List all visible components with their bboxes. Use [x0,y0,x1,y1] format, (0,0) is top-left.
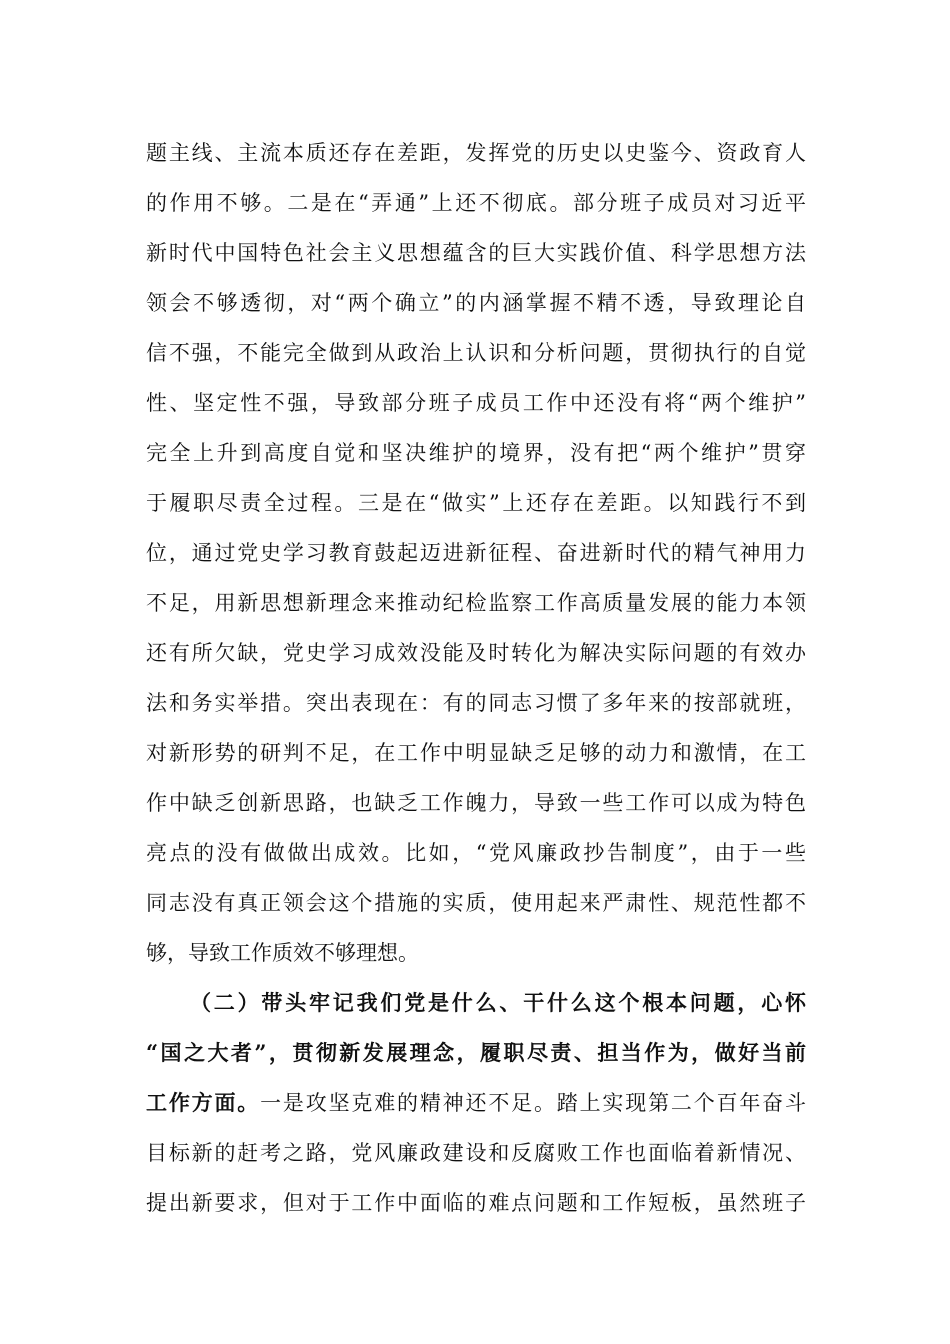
text-line: 信不强，不能完全做到从政治上认识和分析问题，贯彻执行的自觉 [146,341,806,365]
text-line: 完全上升到高度自觉和坚决维护的境界，没有把“两个维护”贯穿 [146,441,806,465]
text-line: 同志没有真正领会这个措施的实质，使用起来严肃性、规范性都不 [146,891,806,915]
body-text [146,128,806,1228]
text-line: 目标新的赶考之路，党风廉政建设和反腐败工作也面临着新情况、 [146,1141,806,1165]
text-line: 领会不够透彻，对“两个确立”的内涵掌握不精不透，导致理论自 [146,291,806,315]
text-line: 对新形势的研判不足，在工作中明显缺乏足够的动力和激情，在工 [146,741,806,765]
text-line: 性、坚定性不强，导致部分班子成员工作中还没有将“两个维护” [146,391,806,415]
text-line: 新时代中国特色社会主义思想蕴含的巨大实践价值、科学思想方法 [146,241,806,265]
section-heading-end: 工作方面。 [146,1090,261,1115]
text-line: 提出新要求，但对于工作中面临的难点问题和工作短板，虽然班子 [146,1191,806,1215]
text-line: 作中缺乏创新思路，也缺乏工作魄力，导致一些工作可以成为特色 [146,791,806,815]
section-heading-mixed-line [146,1078,806,1128]
text-line: 位，通过党史学习教育鼓起迈进新征程、奋进新时代的精气神用力 [146,541,806,565]
text-line: 题主线、主流本质还存在差距，发挥党的历史以史鉴今、资政育人 [146,141,806,165]
text-line: 不足，用新思想新理念来推动纪检监察工作高质量发展的能力本领 [146,591,806,615]
text-line: 于履职尽责全过程。三是在“做实”上还存在差距。以知践行不到 [146,491,806,515]
text-line: 的作用不够。二是在“弄通”上还不彻底。部分班子成员对习近平 [146,191,806,215]
section-heading: “国之大者”，贯彻新发展理念，履职尽责、担当作为，做好当前 [146,1040,806,1065]
text-line: 够，导致工作质效不够理想。 [146,941,419,965]
text-line: 亮点的没有做做出成效。比如，“党风廉政抄告制度”，由于一些 [146,841,806,865]
section-body-start: 一是攻坚克难的精神还不足。踏上实现第二个百年奋斗 [260,1091,806,1115]
section-heading: （二）带头牢记我们党是什么、干什么这个根本问题，心怀 [190,990,806,1015]
text-line: 法和务实举措。突出表现在：有的同志习惯了多年来的按部就班， [146,691,806,715]
text-line: 还有所欠缺，党史学习成效没能及时转化为解决实际问题的有效办 [146,641,806,665]
